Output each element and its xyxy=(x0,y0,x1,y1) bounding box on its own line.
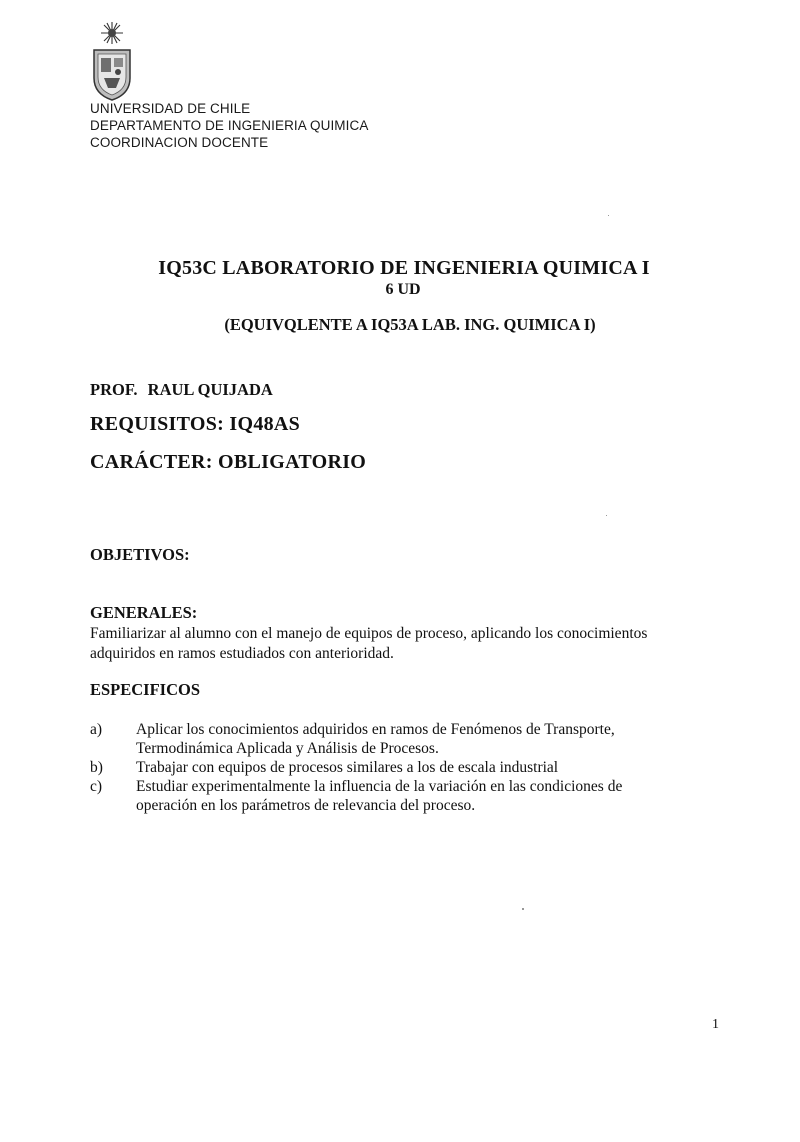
generales-text xyxy=(90,624,710,663)
list-item-text: Trabajar con equipos de procesos similares a los de escala industrial xyxy=(136,759,559,776)
especificos-heading: ESPECIFICOS xyxy=(90,680,201,699)
list-marker: a) xyxy=(90,721,103,738)
coordination-name: COORDINACION DOCENTE xyxy=(90,135,269,150)
list-item-text: operación en los parámetros de relevancia del proceso. xyxy=(136,797,476,814)
list-item xyxy=(90,777,710,815)
scan-speck xyxy=(606,515,607,516)
course-title: IQ53C LABORATORIO DE INGENIERIA QUIMICA I xyxy=(158,257,650,279)
list-item xyxy=(90,720,710,758)
generales-heading: GENERALES: xyxy=(90,603,198,622)
university-name: UNIVERSIDAD DE CHILE xyxy=(90,101,251,116)
list-item-text: Termodinámica Aplicada y Análisis de Procesos. xyxy=(136,740,439,757)
list-item-text: Aplicar los conocimientos adquiridos en ramos de Fenómenos de Transporte, xyxy=(136,721,615,738)
institution-header xyxy=(90,100,368,151)
page-number: 1 xyxy=(712,1017,719,1032)
professor-label: PROF. xyxy=(90,380,138,399)
professor-name: RAUL QUIJADA xyxy=(147,380,273,399)
generales-text-line: Familiarizar al alumno con el manejo de equipos de proceso, aplicando los conocimientos xyxy=(90,625,648,642)
requisitos-line: REQUISITOS: IQ48AS xyxy=(90,413,301,435)
professor-line xyxy=(90,380,273,400)
scan-speck xyxy=(608,215,609,216)
list-marker: b) xyxy=(90,759,103,776)
list-item-text: Estudiar experimentalmente la influencia de la variación en las condiciones de xyxy=(136,778,623,795)
course-equivalence: (EQUIVQLENTE A IQ53A LAB. ING. QUIMICA I) xyxy=(224,315,596,334)
department-name: DEPARTAMENTO DE INGENIERIA QUIMICA xyxy=(90,118,369,133)
course-credits: 6 UD xyxy=(385,281,421,298)
list-marker: c) xyxy=(90,778,103,795)
scan-speck xyxy=(522,908,524,910)
objetivos-heading: OBJETIVOS: xyxy=(90,545,190,564)
generales-text-line: adquiridos en ramos estudiados con anterioridad. xyxy=(90,644,394,662)
list-item xyxy=(90,758,710,777)
caracter-line: CARÁCTER: OBLIGATORIO xyxy=(90,451,367,473)
especificos-list xyxy=(90,720,710,815)
university-crest-logo xyxy=(86,20,138,102)
